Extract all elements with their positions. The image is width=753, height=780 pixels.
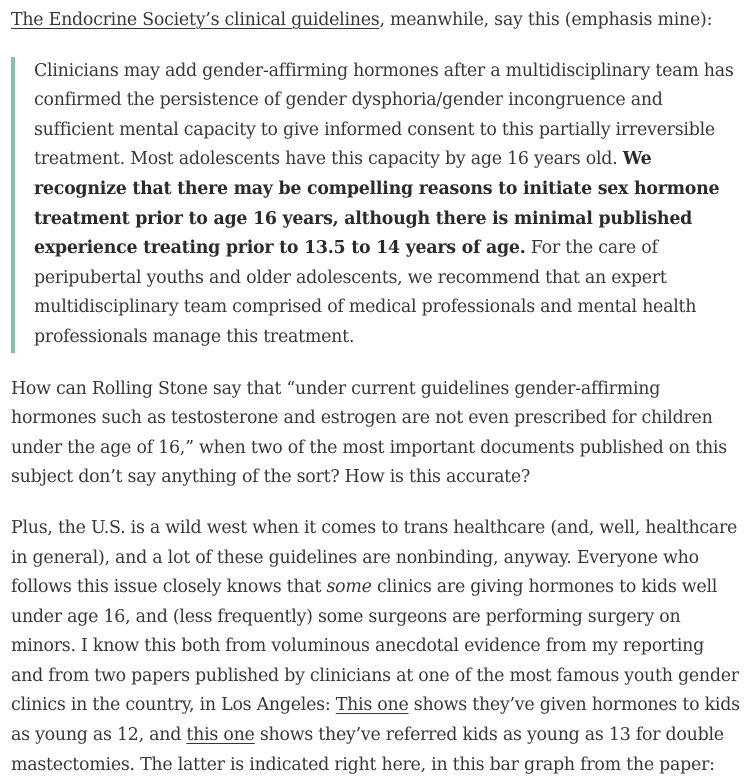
p2-text-a: Plus, the U.S. is a wild west when it comes to trans healthcare (and, well, healthcare in general), and a lot of these guidelines are nonbinding, anyway. Everyone who follows this issue closely knows that — [11, 517, 738, 598]
mastectomy-paper-link[interactable]: this one — [186, 725, 255, 746]
p2-text-c: shows they’ve given hormones to kids as young as 12, and — [11, 695, 740, 746]
endocrine-guidelines-link[interactable]: The Endocrine Society’s clinical guidelines — [11, 10, 380, 30]
quote-emphasis: We recognize that there may be compelling reasons to initiate sex hormone treatment prior to age 16 years, although there is minimal published experience treating prior to 13.5 to 14 years of age. — [34, 149, 720, 259]
intro-paragraph — [11, 0, 741, 36]
hormones-paper-link[interactable]: This one — [335, 695, 409, 716]
intro-text: , meanwhile, say this (emphasis mine): — [379, 10, 713, 30]
quote-paragraph — [34, 57, 741, 353]
quote-text-1: Clinicians may add gender-affirming hormones after a multidisciplinary team has confirmed the persistence of gender dysphoria/gender incongruence and sufficient mental capacity to give informed consent to this partially irreversible treatment. Most adolescents have this capacity by age 16 years old. — [34, 60, 734, 170]
quote-text-2: For the care of peripubertal youths and older adolescents, we recommend that an expert multidisciplinary team comprised of medical professionals and mental health professionals manage this treatment. — [34, 238, 697, 347]
guidelines-quote — [11, 57, 741, 353]
p2-text-b: clinics are giving hormones to kids well under age 16, and (less frequently) some surgeons are performing surgery on minors. I know this both from voluminous anecdotal evidence from my reporting and from two papers published by clinicians at one of the most famous youth gender clinics in the country, in Los Angeles: — [11, 577, 739, 716]
p2-text-d: shows they’ve referred kids as young as 13 for double mastectomies. The latter is indicated right here, in this bar graph from the paper: — [11, 725, 724, 775]
p2-emphasis: some — [326, 577, 372, 598]
wild-west-paragraph — [11, 514, 741, 780]
rolling-stone-paragraph: How can Rolling Stone say that “under current guidelines gender-affirming hormones such as testosterone and estrogen are not even prescribed for children under the age of 16,” when two of the most important documents published on this subject don’t say anything of the sort? How is this accurate? — [11, 378, 727, 488]
